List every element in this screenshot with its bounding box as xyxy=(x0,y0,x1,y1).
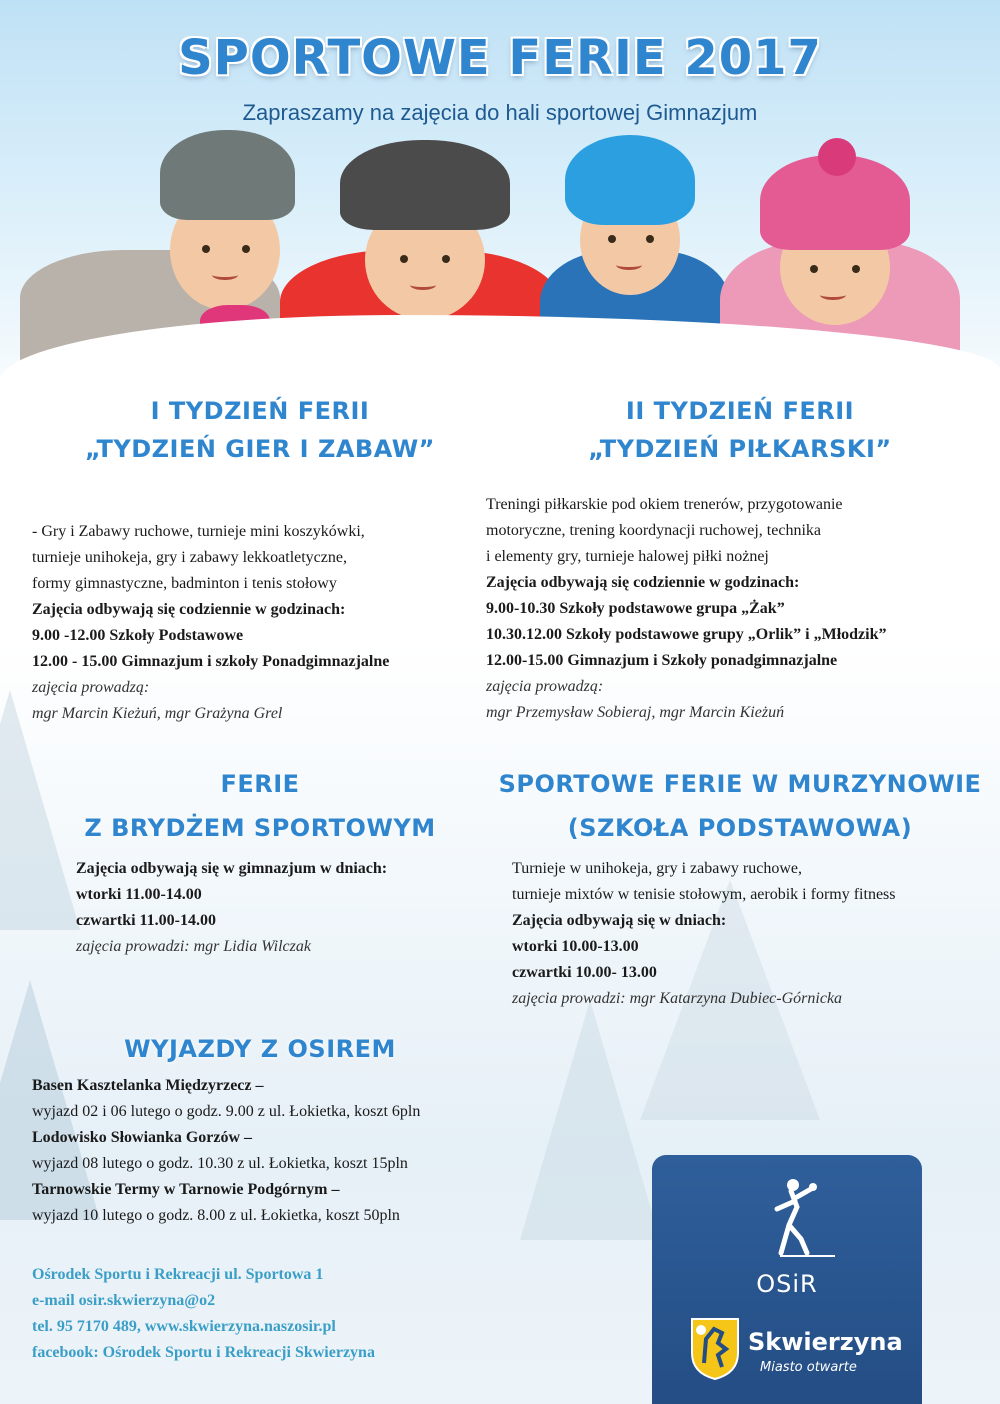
leaders-label: zajęcia prowadzą: xyxy=(32,679,150,696)
week2-title-line1: II TYDZIEŃ FERII xyxy=(625,397,855,425)
schedule-heading: Zajęcia odbywają się codziennie w godzinach: xyxy=(486,574,800,591)
bridge-title-line2: Z BRYDŻEM SPORTOWYM xyxy=(84,814,436,842)
city-name: Skwierzyna xyxy=(748,1328,903,1356)
schedule-heading: Zajęcia odbywają się w dniach: xyxy=(512,912,727,929)
week1-description xyxy=(32,519,482,727)
description-line: Treningi piłkarskie pod okiem trenerów, przygotowanie xyxy=(486,496,843,513)
poster-title: SPORTOWE FERIE 2017 xyxy=(178,30,822,86)
schedule-line: 12.00 - 15.00 Gimnazjum i szkoły Ponadgimnazjalne xyxy=(32,653,390,670)
description-line: Turnieje w unihokeja, gry i zabawy ruchowe, xyxy=(512,860,802,877)
week2-description xyxy=(486,492,986,726)
murzynowo-title-line2: (SZKOŁA PODSTAWOWA) xyxy=(567,814,913,842)
week2-title-line2: „TYDZIEŃ PIŁKARSKI” xyxy=(588,435,892,463)
schedule-line: 10.30.12.00 Szkoły podstawowe grupy „Orlik” i „Młodzik” xyxy=(486,626,887,643)
trip-details: wyjazd 10 lutego o godz. 8.00 z ul. Łokietka, koszt 50pln xyxy=(32,1207,400,1224)
description-line: turnieje mixtów w tenisie stołowym, aerobik i formy fitness xyxy=(512,886,896,903)
trip-place: Lodowisko Słowianka Gorzów – xyxy=(32,1129,253,1146)
description-line: i elementy gry, turnieje halowej piłki nożnej xyxy=(486,548,769,565)
trips-heading: WYJAZDY Z OSIREM xyxy=(124,1035,396,1063)
week1-title-line1: I TYDZIEŃ FERII xyxy=(150,397,370,425)
description-line: - Gry i Zabawy ruchowe, turnieje mini koszykówki, xyxy=(32,523,365,540)
contact-phone-website: tel. 95 7170 489, www.skwierzyna.naszosir.pl xyxy=(32,1318,336,1335)
leader-name: zajęcia prowadzi: mgr Lidia Wilczak xyxy=(76,938,311,955)
schedule-line: czwartki 11.00-14.00 xyxy=(76,912,216,929)
leaders-names: mgr Przemysław Sobieraj, mgr Marcin Kieżuń xyxy=(486,704,785,721)
schedule-heading: Zajęcia odbywają się w gimnazjum w dniach: xyxy=(76,860,388,877)
poster-subtitle: Zapraszamy na zajęcia do hali sportowej Gimnazjum xyxy=(242,100,758,125)
leaders-label: zajęcia prowadzą: xyxy=(486,678,604,695)
trips-list xyxy=(32,1073,592,1229)
week1-heading xyxy=(20,392,500,468)
bridge-details xyxy=(76,856,496,960)
leaders-names: mgr Marcin Kieżuń, mgr Grażyna Grel xyxy=(32,705,283,722)
bridge-heading xyxy=(20,762,500,850)
contact-email: e-mail osir.skwierzyna@o2 xyxy=(32,1292,216,1309)
schedule-line: czwartki 10.00- 13.00 xyxy=(512,964,657,981)
contact-facebook: facebook: Ośrodek Sportu i Rekreacji Skwierzyna xyxy=(32,1344,375,1361)
schedule-line: 12.00-15.00 Gimnazjum i Szkoły ponadgimnazjalne xyxy=(486,652,838,669)
week2-heading xyxy=(500,392,980,468)
murzynowo-heading xyxy=(480,762,1000,850)
schedule-heading: Zajęcia odbywają się codziennie w godzinach: xyxy=(32,601,346,618)
logo-divider xyxy=(780,1255,835,1257)
trip-details: wyjazd 08 lutego o godz. 10.30 z ul. Łokietka, koszt 15pln xyxy=(32,1155,408,1172)
discus-thrower-icon xyxy=(767,1177,817,1257)
murzynowo-title-line1: SPORTOWE FERIE W MURZYNOWIE xyxy=(498,770,982,798)
trip-place: Tarnowskie Termy w Tarnowie Podgórnym – xyxy=(32,1181,340,1198)
schedule-line: 9.00-10.30 Szkoły podstawowe grupa „Żak” xyxy=(486,600,785,617)
schedule-line: wtorki 10.00-13.00 xyxy=(512,938,639,955)
skwierzyna-coat-of-arms-icon xyxy=(688,1315,742,1381)
week1-title-line2: „TYDZIEŃ GIER I ZABAW” xyxy=(85,435,435,463)
bridge-title-line1: FERIE xyxy=(220,770,300,798)
city-tagline: Miasto otwarte xyxy=(760,1360,857,1375)
schedule-line: 9.00 -12.00 Szkoły Podstawowe xyxy=(32,627,244,644)
description-line: turnieje unihokeja, gry i zabawy lekkoatletyczne, xyxy=(32,549,347,566)
leader-name: zajęcia prowadzi: mgr Katarzyna Dubiec-Górnicka xyxy=(512,990,843,1007)
trip-details: wyjazd 02 i 06 lutego o godz. 9.00 z ul. Łokietka, koszt 6pln xyxy=(32,1103,421,1120)
osir-logo-text: OSiR xyxy=(756,1270,818,1298)
description-line: formy gimnastyczne, badminton i tenis stołowy xyxy=(32,575,337,592)
trip-place: Basen Kasztelanka Międzyrzecz – xyxy=(32,1077,264,1094)
contact-address: Ośrodek Sportu i Rekreacji ul. Sportowa 1 xyxy=(32,1266,324,1283)
schedule-line: wtorki 11.00-14.00 xyxy=(76,886,202,903)
osir-logo-panel xyxy=(652,1155,922,1404)
description-line: motoryczne, trening koordynacji ruchowej, technika xyxy=(486,522,821,539)
murzynowo-details xyxy=(512,856,982,1012)
contact-info xyxy=(32,1262,375,1366)
